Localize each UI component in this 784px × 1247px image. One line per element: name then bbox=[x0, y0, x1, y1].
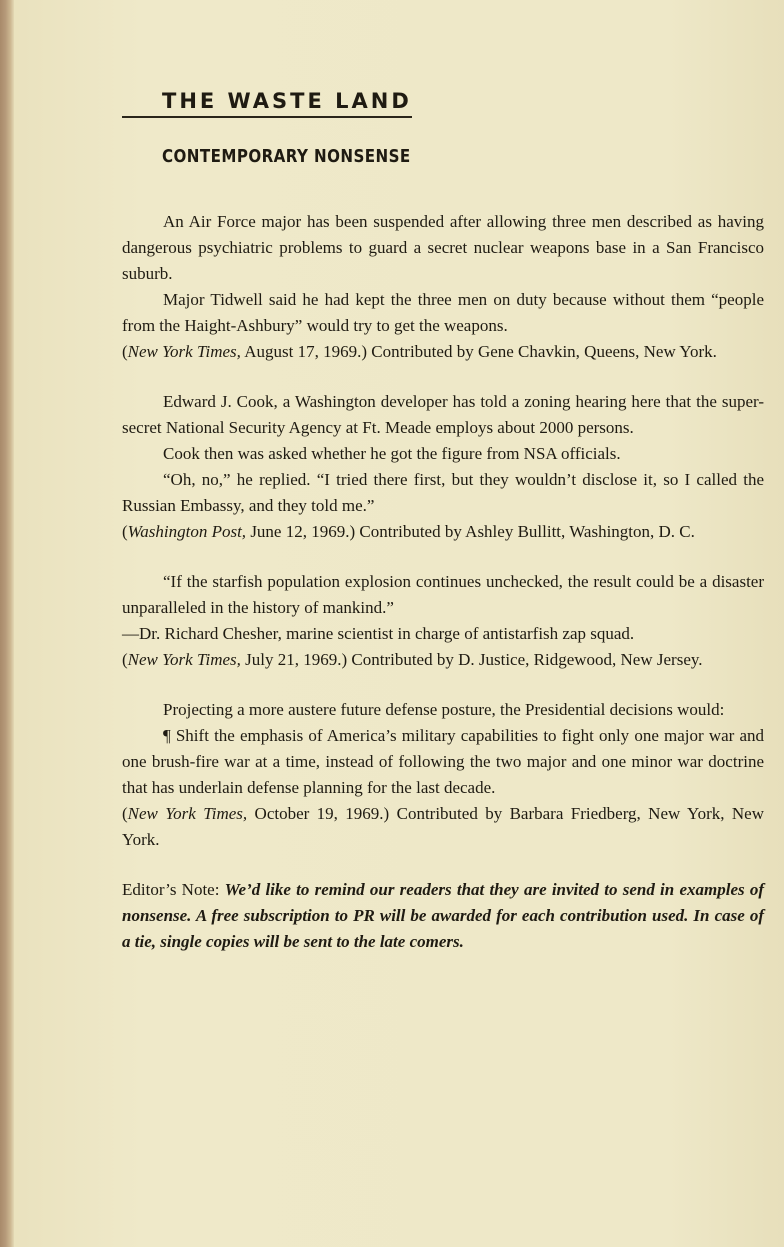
item-paragraph: An Air Force major has been suspended after allowing three men described as having dangerous psychiatric problems to guard a secret nuclear weapons base in a San Francisco suburb. bbox=[122, 212, 764, 283]
source-details: August 17, 1969.) Contributed by Gene Chavkin, Queens, New York. bbox=[240, 342, 717, 361]
item-paragraph: “Oh, no,” he replied. “I tried there first, but they wouldn’t disclose it, so I called the Russian Embassy, and they told me.” bbox=[122, 470, 764, 515]
source-publication: New York Times, bbox=[127, 342, 241, 361]
nonsense-item bbox=[122, 569, 764, 673]
item-source bbox=[122, 519, 764, 545]
source-publication: Washington Post, bbox=[127, 522, 247, 541]
nonsense-item bbox=[122, 209, 764, 365]
source-details: June 12, 1969.) Contributed by Ashley Bullitt, Washington, D. C. bbox=[246, 522, 695, 541]
running-head: THE WASTE LAND bbox=[122, 88, 412, 118]
item-paragraph: Edward J. Cook, a Washington developer has told a zoning hearing here that the super-secret National Security Agency at Ft. Meade employs about 2000 persons. bbox=[122, 392, 764, 437]
item-source bbox=[122, 339, 764, 365]
item-paragraph: Major Tidwell said he had kept the three men on duty because without them “people from the Haight-Ashbury” would try to get the weapons. bbox=[122, 290, 764, 335]
nonsense-items bbox=[122, 209, 764, 853]
item-paragraph: “If the starfish population explosion continues unchecked, the result could be a disaster unparalleled in the history of mankind.” bbox=[122, 572, 764, 617]
source-open: ( bbox=[122, 522, 128, 541]
nonsense-item bbox=[122, 389, 764, 545]
editors-note-text: We’d like to remind our readers that they are invited to send in examples of nonsense. A free subscription to PR will be awarded for each contribution used. In case of a tie, single copies will be sent to the late comers. bbox=[122, 880, 764, 951]
source-open: ( bbox=[122, 342, 128, 361]
item-attribution: —Dr. Richard Chesher, marine scientist in charge of antistarfish zap squad. bbox=[122, 624, 635, 643]
source-publication: New York Times, bbox=[127, 650, 241, 669]
source-publication: New York Times, bbox=[127, 804, 248, 823]
item-paragraph: ¶ Shift the emphasis of America’s military capabilities to fight only one major war and one brush-fire war at a time, instead of following the two major and one minor war doctrine that has underlain defense planning for the last decade. bbox=[122, 726, 764, 797]
source-details: October 19, 1969.) Contributed by Barbara Friedberg, New York, New York. bbox=[122, 804, 764, 849]
source-details: July 21, 1969.) Contributed by D. Justice, Ridgewood, New Jersey. bbox=[240, 650, 703, 669]
section-title: CONTEMPORARY NONSENSE bbox=[162, 146, 411, 167]
page-content bbox=[122, 88, 764, 972]
source-open: ( bbox=[122, 650, 128, 669]
editors-note bbox=[122, 877, 764, 955]
editors-note-label: Editor’s Note: bbox=[122, 880, 225, 899]
nonsense-item bbox=[122, 697, 764, 853]
item-paragraph: Cook then was asked whether he got the figure from NSA officials. bbox=[163, 444, 621, 463]
book-binding-edge bbox=[0, 0, 14, 1247]
item-source bbox=[122, 647, 764, 673]
item-source bbox=[122, 801, 764, 853]
source-open: ( bbox=[122, 804, 128, 823]
item-paragraph: Projecting a more austere future defense posture, the Presidential decisions would: bbox=[163, 700, 725, 719]
